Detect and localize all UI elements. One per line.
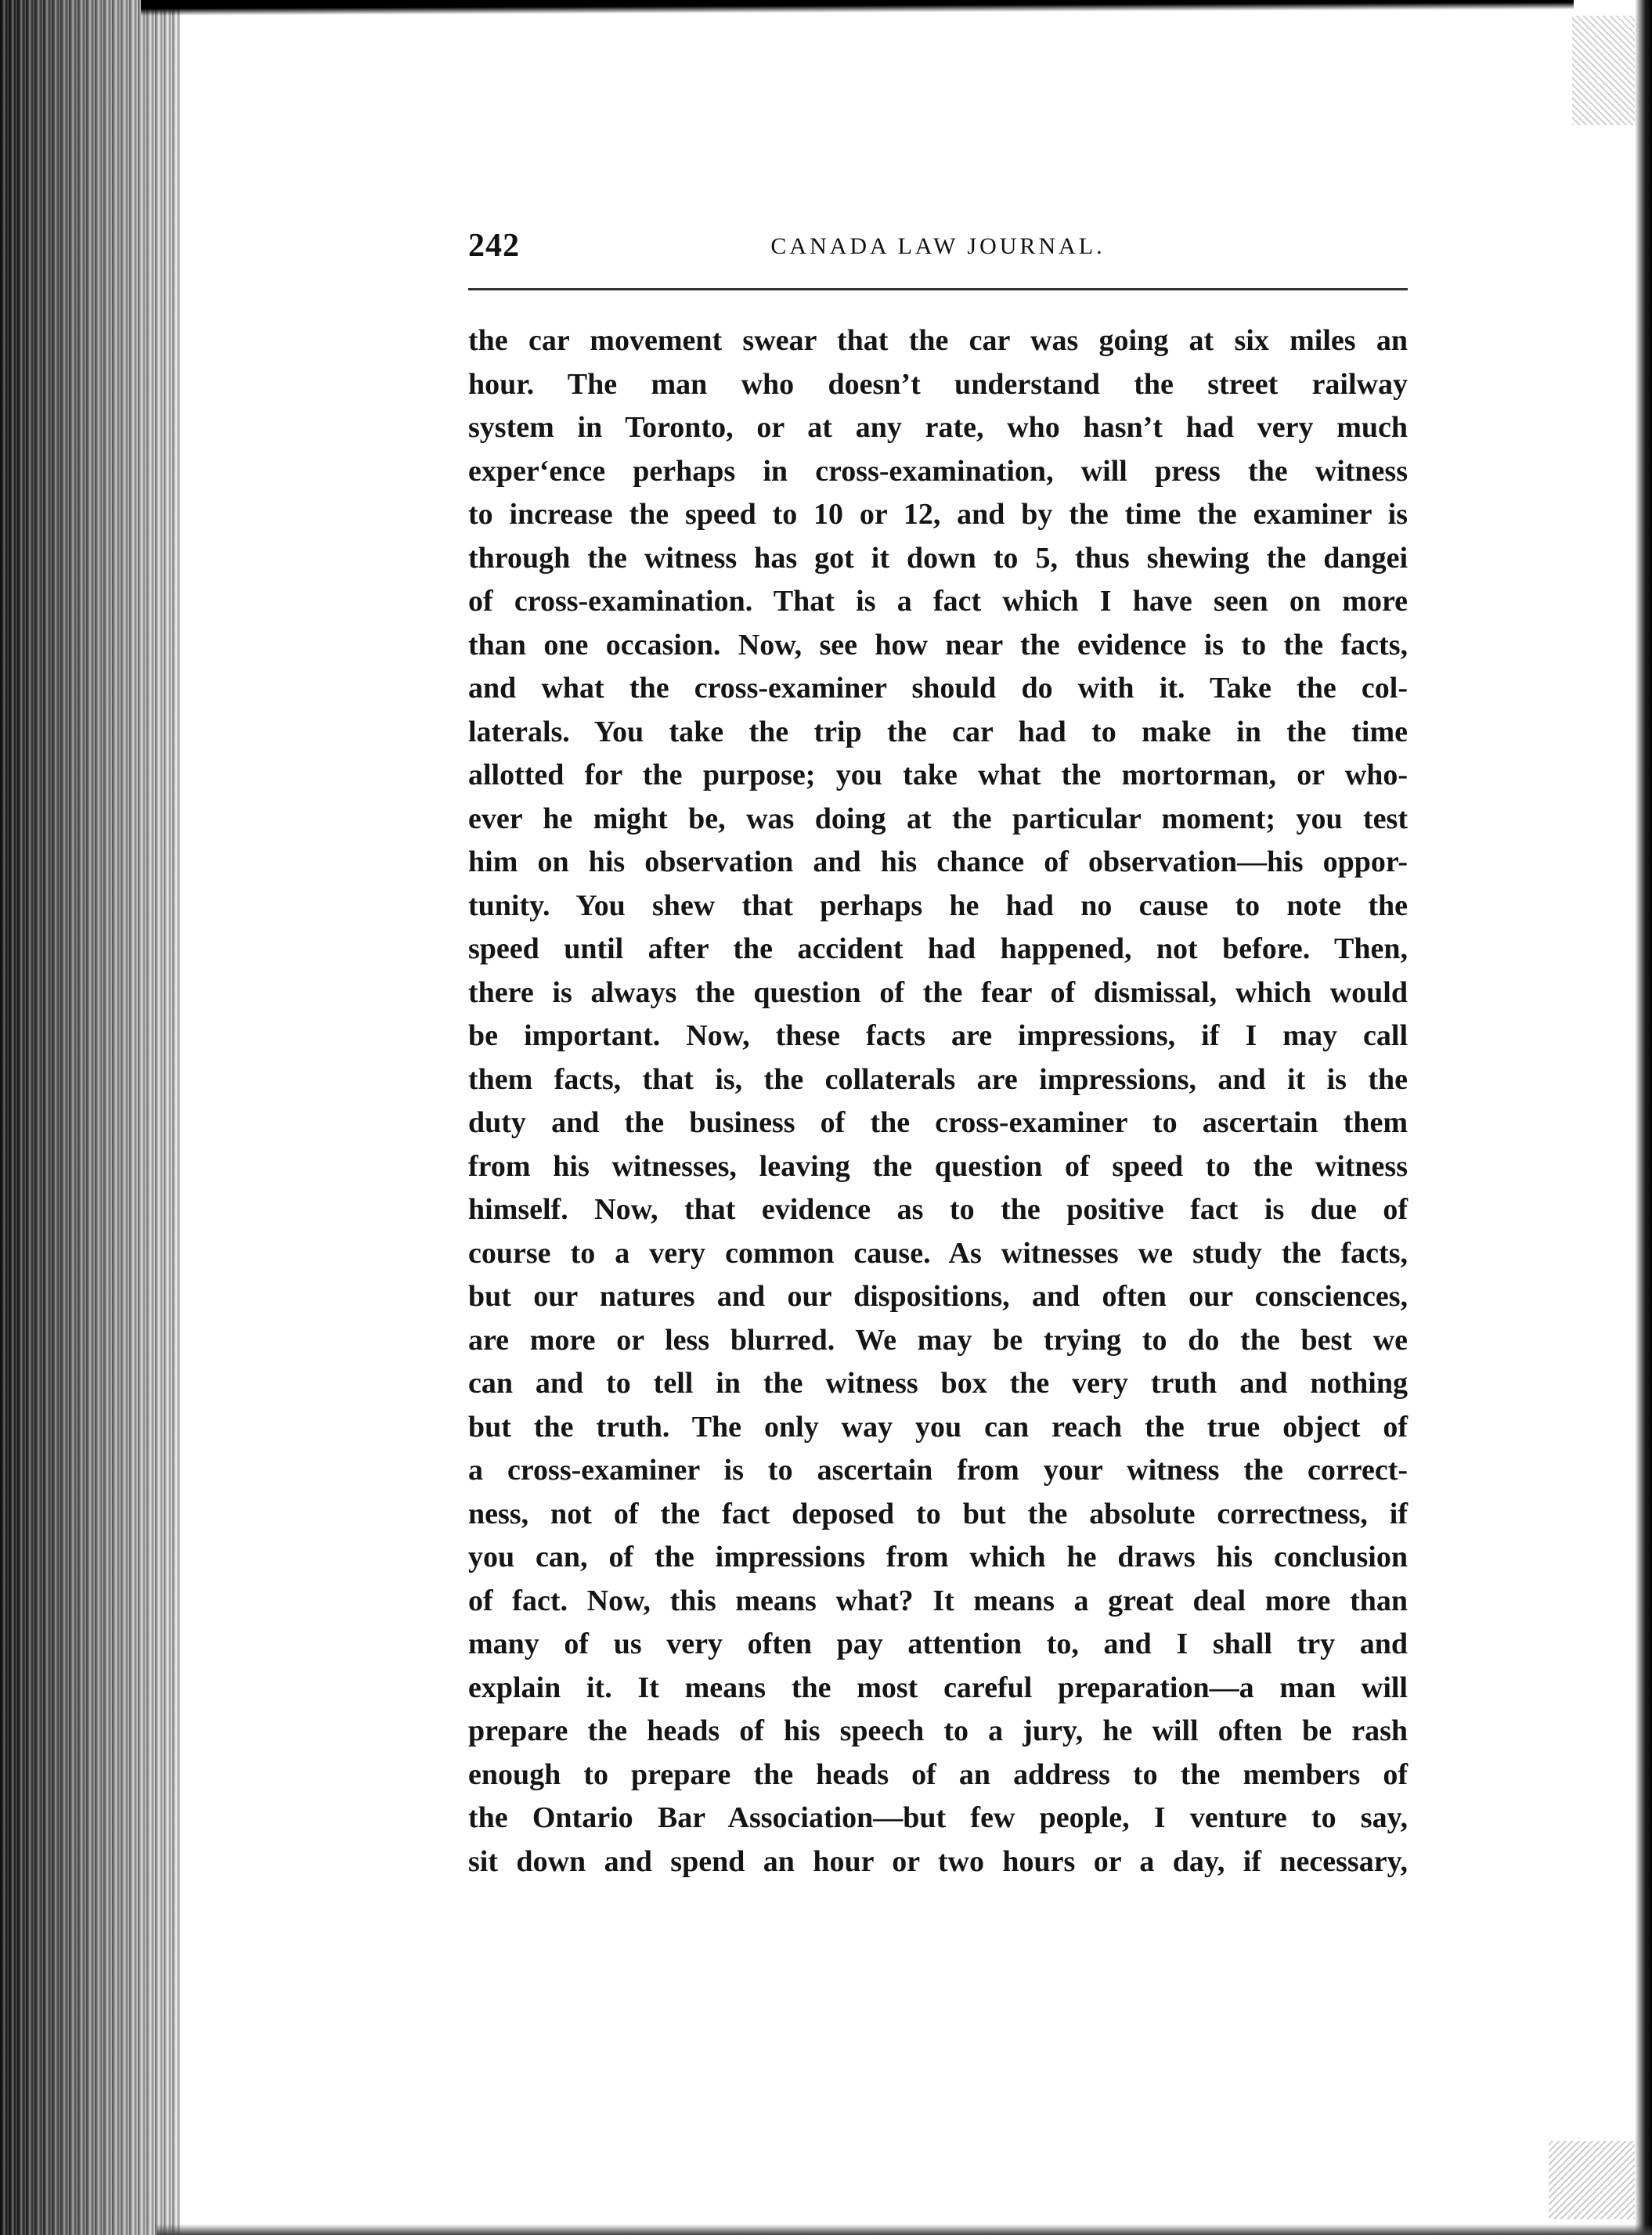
text-line: of cross-examination. That is a fact which I have seen on more [468,585,1408,618]
text-line: can and to tell in the witness box the very truth and nothing [468,1367,1408,1400]
text-line: to increase the speed to 10 or 12, and by the time the examiner is [468,498,1408,531]
page-bottom-edge [157,2224,1652,2235]
text-line: the car movement swear that the car was going at six miles an [468,324,1408,357]
text-line: and what the cross-examiner should do with it. Take the col- [468,672,1408,705]
page-right-edge [1635,0,1652,2235]
text-line: the Ontario Bar Association—but few people, I venture to say, [468,1801,1408,1834]
text-line: enough to prepare the heads of an address to the members of [468,1757,1408,1791]
text-line: be important. Now, these facts are impressions, if I may call [468,1019,1408,1052]
text-line: course to a very common cause. As witnesses we study the facts, [468,1236,1408,1270]
page-header [468,227,1408,282]
text-line: system in Toronto, or at any rate, who hasn’t had very much [468,411,1408,444]
page-binding-shadow [0,0,180,2235]
text-line: hour. The man who doesn’t understand the street railway [468,367,1408,401]
text-line: than one occasion. Now, see how near the evidence is to the facts, [468,628,1408,661]
text-line: but our natures and our dispositions, and often our consciences, [468,1280,1408,1313]
scan-speckle-bottom-right [1549,2141,1635,2219]
page-top-edge [141,0,1574,16]
text-line: of fact. Now, this means what? It means a great deal more than [468,1584,1408,1617]
text-line: laterals. You take the trip the car had to make in the time [468,715,1408,748]
text-line: them facts, that is, the collaterals are impressions, and it is the [468,1062,1408,1096]
text-line: there is always the question of the fear of dismissal, which would [468,975,1408,1009]
text-line: many of us very often pay attention to, and I shall try and [468,1628,1408,1660]
text-line: speed until after the accident had happened, not before. Then, [468,932,1408,965]
text-line: duty and the business of the cross-examiner to ascertain them [468,1106,1408,1139]
page-number: 242 [468,228,520,264]
text-line: from his witnesses, leaving the question of speed to the witness [468,1149,1408,1183]
text-line: exper‘ence perhaps in cross-examination, will press the witness [468,454,1408,488]
text-line: ness, not of the fact deposed to but the absolute correctness, if [468,1497,1408,1530]
text-line: prepare the heads of his speech to a jury, he will often be rash [468,1714,1408,1747]
text-line: a cross-examiner is to ascertain from your witness the correct- [468,1454,1408,1487]
text-line: you can, of the impressions from which he draws his conclusion [468,1541,1408,1574]
text-line: through the witness has got it down to 5, thus shewing the dangei [468,541,1408,575]
text-line: allotted for the purpose; you take what the mortorman, or who- [468,759,1408,791]
running-head: CANADA LAW JOURNAL. [770,233,1106,259]
text-line: himself. Now, that evidence as to the positive fact is due of [468,1193,1408,1226]
text-line: tunity. You shew that perhaps he had no cause to note the [468,889,1408,922]
text-line: but the truth. The only way you can reach the true object of [468,1410,1408,1444]
text-line: explain it. It means the most careful preparation—a man will [468,1671,1408,1704]
text-line: him on his observation and his chance of observation—his oppor- [468,845,1408,878]
body-text [468,319,1408,1884]
text-line: ever he might be, was doing at the particular moment; you test [468,802,1408,835]
scan-speckle-top-right [1572,16,1635,125]
header-rule [468,288,1408,290]
text-line: are more or less blurred. We may be trying to do the best we [468,1323,1408,1357]
text-line: sit down and spend an hour or two hours or a day, if necessary, [468,1844,1408,1878]
